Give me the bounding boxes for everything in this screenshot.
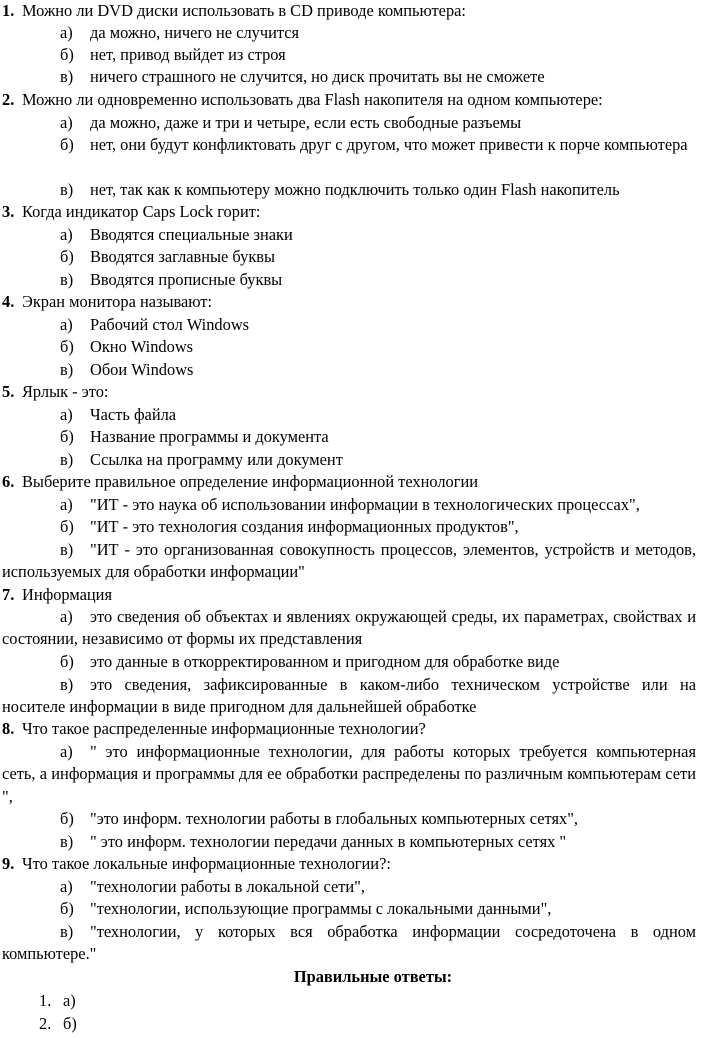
option-letter: в) xyxy=(60,360,74,379)
question-text: Информация xyxy=(22,585,112,604)
question-number: 4. xyxy=(2,292,15,311)
option-4b xyxy=(60,336,696,358)
option-letter: б) xyxy=(60,652,74,671)
option-text: "технологии, использующие программы с локальными данными", xyxy=(90,899,552,918)
option-5a xyxy=(60,404,696,426)
option-letter: б) xyxy=(60,517,74,536)
option-text: да можно, ничего не случится xyxy=(90,23,300,42)
question-number: 9. xyxy=(2,854,15,873)
option-text: "ИТ - это технология создания информационных продуктов", xyxy=(90,517,519,536)
option-letter: а) xyxy=(60,742,73,761)
option-text: Вводятся заглавные буквы xyxy=(90,247,276,266)
option-text: "ИТ - это наука об использовании информации в технологических процессах", xyxy=(90,495,640,514)
option-text: ничего страшного не случится, но диск прочитать вы не сможете xyxy=(90,67,545,86)
option-letter: а) xyxy=(60,495,73,514)
option-6b xyxy=(60,516,696,538)
option-letter: б) xyxy=(60,899,74,918)
option-text: нет, привод выйдет из строя xyxy=(90,45,286,64)
option-letter: б) xyxy=(60,45,74,64)
option-letter: в) xyxy=(60,270,74,289)
question-text: Что такое распределенные информационные технологии? xyxy=(22,719,426,738)
option-9a xyxy=(60,876,696,898)
option-letter: в) xyxy=(60,180,74,199)
option-9b xyxy=(60,898,696,920)
option-2c xyxy=(60,179,696,201)
answer-item-1 xyxy=(39,990,76,1012)
answers-title: Правильные ответы: xyxy=(293,967,453,986)
question-7 xyxy=(2,584,696,606)
option-3c xyxy=(60,269,696,291)
answer-value: б) xyxy=(63,1014,77,1033)
option-1c xyxy=(60,66,696,88)
option-letter: а) xyxy=(60,225,73,244)
option-text: Ссылка на программу или документ xyxy=(90,450,343,469)
question-text: Можно ли DVD диски использовать в CD приводе компьютера: xyxy=(22,1,466,20)
option-5c xyxy=(60,449,696,471)
question-5 xyxy=(2,381,696,403)
option-text: Рабочий стол Windows xyxy=(90,315,250,334)
option-4c xyxy=(60,359,696,381)
option-2a xyxy=(60,112,696,134)
option-text: "это информ. технологии работы в глобальных компьютерных сетях", xyxy=(90,809,578,828)
option-text: Вводятся прописные буквы xyxy=(90,270,283,289)
option-letter: а) xyxy=(60,113,73,132)
option-letter: а) xyxy=(60,607,73,626)
answer-number: 1. xyxy=(39,991,52,1010)
option-letter: б) xyxy=(60,337,74,356)
option-7b xyxy=(60,651,696,673)
option-text: это сведения об объектах и явлениях окружающей среды, их параметрах, свойствах и состоянии, независимо от формы их представления xyxy=(2,607,696,649)
option-6c xyxy=(2,539,696,584)
option-letter: в) xyxy=(60,922,74,941)
option-4a xyxy=(60,314,696,336)
question-number: 6. xyxy=(2,472,15,491)
question-6 xyxy=(2,471,696,493)
option-letter: а) xyxy=(60,405,73,424)
question-text: Что такое локальные информационные технологии?: xyxy=(22,854,391,873)
option-3a xyxy=(60,224,696,246)
question-3 xyxy=(2,201,696,223)
question-text: Выберите правильное определение информационной технологии xyxy=(22,472,478,491)
question-text: Экран монитора называют: xyxy=(22,292,213,311)
option-text: Вводятся специальные знаки xyxy=(90,225,293,244)
question-text: Когда индикатор Caps Lock горит: xyxy=(22,202,261,221)
question-4 xyxy=(2,291,696,313)
option-text: Часть файла xyxy=(90,405,177,424)
option-1a xyxy=(60,22,696,44)
question-2 xyxy=(2,89,696,111)
option-letter: а) xyxy=(60,315,73,334)
option-3b xyxy=(60,246,696,268)
option-letter: б) xyxy=(60,135,74,154)
option-7c xyxy=(2,674,696,719)
question-number: 7. xyxy=(2,585,15,604)
question-8 xyxy=(2,718,696,740)
question-text: Можно ли одновременно использовать два Flash накопителя на одном компьютере: xyxy=(22,90,603,109)
option-letter: б) xyxy=(60,809,74,828)
option-letter: б) xyxy=(60,427,74,446)
option-text: "ИТ - это организованная совокупность процессов, элементов, устройств и методов, используемых для обработки информации" xyxy=(2,540,696,582)
option-1b xyxy=(60,44,696,66)
option-letter: в) xyxy=(60,450,74,469)
option-8c xyxy=(60,831,696,853)
option-9c xyxy=(2,921,696,966)
question-text: Ярлык - это: xyxy=(22,382,109,401)
option-text: Название программы и документа xyxy=(90,427,329,446)
option-letter: в) xyxy=(60,67,74,86)
option-text: Обои Windows xyxy=(90,360,194,379)
option-text: нет, так как к компьютеру можно подключить только один Flash накопитель xyxy=(90,180,620,199)
option-5b xyxy=(60,426,696,448)
option-text: "технологии работы в локальной сети", xyxy=(90,877,365,896)
question-number: 5. xyxy=(2,382,15,401)
option-text: Окно Windows xyxy=(90,337,194,356)
option-text: " это информ. технологии передачи данных в компьютерных сетях " xyxy=(90,832,567,851)
option-8a xyxy=(2,741,696,808)
question-9 xyxy=(2,853,696,875)
option-7a xyxy=(2,606,696,651)
question-number: 8. xyxy=(2,719,15,738)
option-letter: в) xyxy=(60,832,74,851)
question-number: 2. xyxy=(2,90,15,109)
option-letter: в) xyxy=(60,540,74,559)
option-text: нет, они будут конфликтовать друг с другом, что может привести к порче компьютера xyxy=(90,135,688,154)
option-text: "технологии, у которых вся обработка информации сосредоточена в одном компьютере." xyxy=(2,922,696,964)
option-text: это сведения, зафиксированные в каком-либо техническом устройстве или на носителе информации в виде пригодном для дальнейшей обработке xyxy=(2,675,696,717)
option-text: " это информационные технологии, для работы которых требуется компьютерная сеть, а информация и программы для ее обработки распределены по различным компьютерам сети ", xyxy=(2,742,696,806)
option-letter: в) xyxy=(60,675,74,694)
question-1 xyxy=(2,0,696,22)
option-8b xyxy=(60,808,696,830)
answer-value: а) xyxy=(63,991,76,1010)
question-number: 3. xyxy=(2,202,15,221)
option-6a xyxy=(60,494,696,516)
option-letter: а) xyxy=(60,877,73,896)
option-letter: а) xyxy=(60,23,73,42)
question-number: 1. xyxy=(2,1,15,20)
option-text: это данные в откорректированном и пригодном для обработке виде xyxy=(90,652,560,671)
option-letter: б) xyxy=(60,247,74,266)
option-text: да можно, даже и три и четыре, если есть свободные разъемы xyxy=(90,113,522,132)
option-2b xyxy=(2,134,696,156)
answer-item-2 xyxy=(39,1013,77,1035)
answer-number: 2. xyxy=(39,1014,52,1033)
